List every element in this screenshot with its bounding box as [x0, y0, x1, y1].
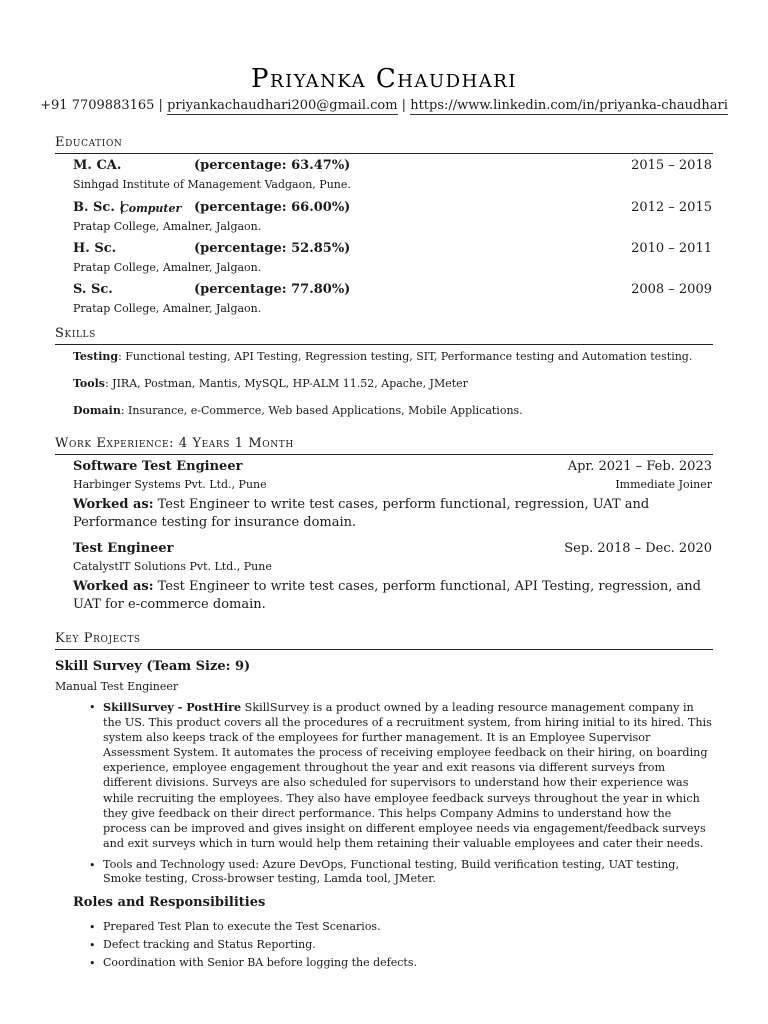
- education-degree: M. CA.: [73, 158, 122, 173]
- worked-as-text: Test Engineer to write test cases, perform functional, API Testing, regression, and UAT for e-commerce domain.: [73, 579, 701, 612]
- skill-line-domain: [73, 404, 523, 417]
- responsibility-item: Defect tracking and Status Reporting.: [103, 938, 316, 951]
- project-role: Manual Test Engineer: [55, 680, 179, 693]
- worked-as-label: Worked as:: [73, 579, 154, 594]
- bullet-marker: •: [89, 939, 96, 952]
- project-title: Skill Survey (Team Size: 9): [55, 659, 251, 674]
- education-degree: B. Sc. |: [73, 200, 125, 215]
- education-years: 2008 – 2009: [631, 282, 712, 297]
- education-specialization: Computer: [120, 202, 182, 215]
- education-percentage: (percentage: 66.00%): [194, 200, 351, 215]
- project-tools: Tools and Technology used: Azure DevOps, Functional testing, Build verification testing, UAT testing, Smoke testing, Cross-browser testing, Lamda tool, JMeter.: [103, 858, 680, 885]
- education-degree: H. Sc.: [73, 241, 117, 256]
- skills-heading: Skills: [55, 326, 96, 341]
- job-company: CatalystIT Solutions Pvt. Ltd., Pune: [73, 560, 272, 573]
- job-role: Test Engineer: [73, 541, 174, 556]
- education-percentage: (percentage: 77.80%): [194, 282, 351, 297]
- section-divider: [55, 649, 713, 650]
- job-role: Software Test Engineer: [73, 459, 243, 474]
- responsibility-item: Prepared Test Plan to execute the Test Scenarios.: [103, 920, 381, 933]
- skill-label: Tools: [73, 377, 105, 390]
- section-divider: [55, 153, 713, 154]
- education-years: 2012 – 2015: [631, 200, 712, 215]
- email-link[interactable]: priyankachaudhari200@gmail.com: [167, 98, 398, 113]
- job-description: [73, 496, 713, 532]
- education-institute: Pratap College, Amalner, Jalgaon.: [73, 220, 262, 233]
- candidate-name: Priyanka Chaudhari: [251, 64, 517, 94]
- education-years: 2015 – 2018: [631, 158, 712, 173]
- education-years: 2010 – 2011: [631, 241, 712, 256]
- project-description: [103, 700, 713, 851]
- linkedin-link[interactable]: https://www.linkedin.com/in/priyanka-chaudhari: [410, 98, 728, 113]
- experience-heading: Work Experience: 4 Years 1 Month: [55, 436, 294, 451]
- responsibility-item: Coordination with Senior BA before logging the defects.: [103, 956, 417, 969]
- separator: |: [154, 98, 168, 113]
- contact-line: [0, 98, 768, 113]
- section-divider: [55, 344, 713, 345]
- education-percentage: (percentage: 63.47%): [194, 158, 351, 173]
- job-dates: Sep. 2018 – Dec. 2020: [564, 541, 712, 556]
- project-product-label: SkillSurvey - PostHire: [103, 700, 242, 714]
- education-institute: Pratap College, Amalner, Jalgaon.: [73, 302, 262, 315]
- projects-heading: Key Projects: [55, 631, 141, 646]
- education-percentage: (percentage: 52.85%): [194, 241, 351, 256]
- job-description: [73, 578, 713, 614]
- bullet-marker: •: [89, 921, 96, 934]
- education-degree: S. Sc.: [73, 282, 113, 297]
- bullet-marker: •: [89, 957, 96, 970]
- skill-text: : Insurance, e-Commerce, Web based Applications, Mobile Applications.: [120, 404, 523, 417]
- worked-as-text: Test Engineer to write test cases, perform functional, regression, UAT and Performance testing for insurance domain.: [73, 497, 650, 530]
- skill-text: : JIRA, Postman, Mantis, MySQL, HP-ALM 11.52, Apache, JMeter: [104, 377, 468, 390]
- section-divider: [55, 454, 713, 455]
- job-company: Harbinger Systems Pvt. Ltd., Pune: [73, 478, 267, 491]
- project-product-text: SkillSurvey is a product owned by a leading resource management company in the US. This product covers all the procedures of a recruitment system, from hiring initial to its hired. This system also keeps track of the employees for further management. It is an Employee Supervisor Assessment System. It automates the process of receiving employee feedback on their hiring, on boarding experience, employee engagement throughout the year and exit reasons via different surveys from different divisions. Surveys are also scheduled for supervisors to understand how their experience was while recruiting the employees. They also have employee feedback surveys throughout the year in which they give feedback on their direct performance. This helps Company Admins to understand how the process can be improved and gives insight on different employee needs via engagement/feedback surveys and exit surveys which in turn would help them retaining their valuable employees and cater their needs.: [103, 701, 712, 850]
- skill-text: : Functional testing, API Testing, Regression testing, SIT, Performance testing and Automation testing.: [118, 350, 693, 363]
- bullet-marker: •: [89, 859, 96, 872]
- job-dates: Apr. 2021 – Feb. 2023: [567, 459, 712, 474]
- skill-line-tools: [73, 377, 468, 390]
- separator: |: [397, 98, 411, 113]
- skill-label: Testing: [73, 350, 119, 363]
- job-availability-note: Immediate Joiner: [615, 478, 712, 491]
- worked-as-label: Worked as:: [73, 497, 154, 512]
- skill-label: Domain: [73, 404, 121, 417]
- education-institute: Pratap College, Amalner, Jalgaon.: [73, 261, 262, 274]
- skill-line-testing: [73, 350, 692, 363]
- phone-number: +91 7709883165: [40, 98, 155, 113]
- roles-heading: Roles and Responsibilities: [73, 895, 266, 910]
- education-institute: Sinhgad Institute of Management Vadgaon, Pune.: [73, 178, 351, 191]
- bullet-marker: •: [89, 701, 96, 714]
- education-heading: Education: [55, 135, 123, 150]
